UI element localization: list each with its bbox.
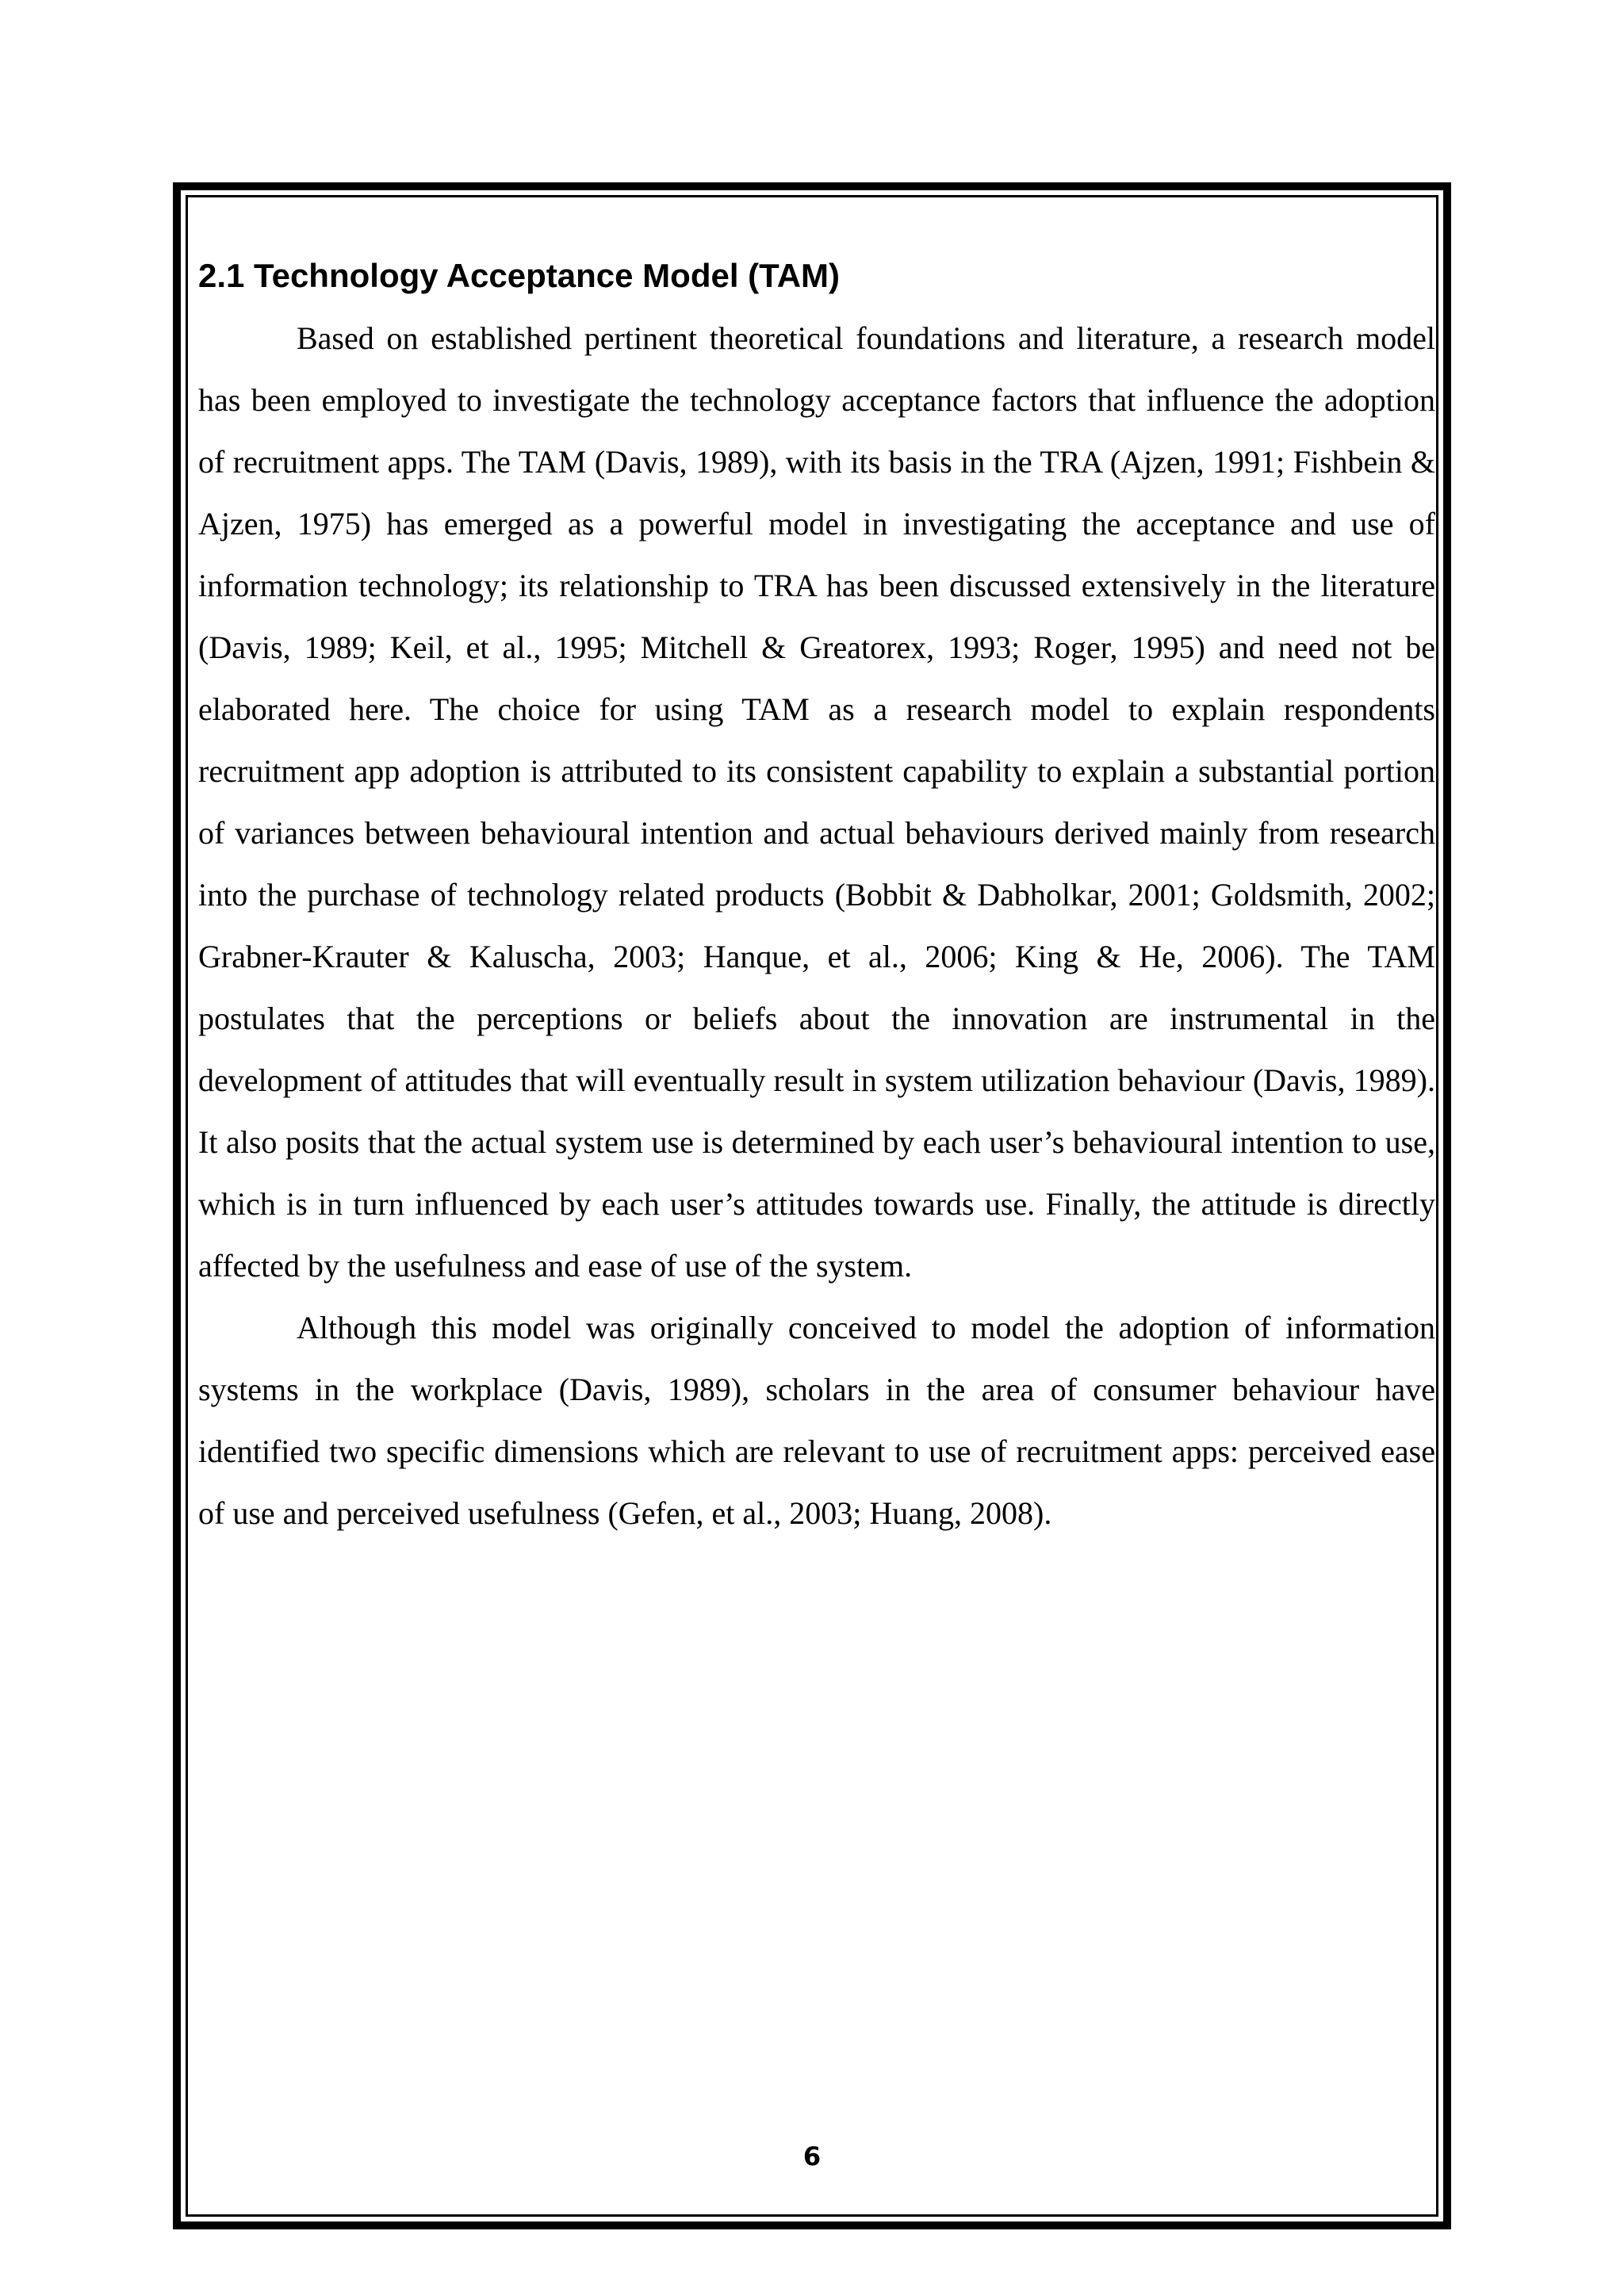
section-heading: 2.1 Technology Acceptance Model (TAM) — [198, 257, 840, 294]
document-body — [198, 252, 1435, 1544]
page-number: 6 — [802, 2141, 822, 2172]
paragraph-1: Based on established pertinent theoretical foundations and literature, a research model has been employed to investigate the technology acceptance factors that influence the adoption of recruitment apps. The TAM (Davis, 1989), with its basis in the TRA (Ajzen, 1991; Fishbein & Ajzen, 1975) has emerged as a powerful model in investigating the acceptance and use of information technology; its relationship to TRA has been discussed extensively in the literature (Davis, 1989; Keil, et al., 1995; Mitchell & Greatorex, 1993; Roger, 1995) and need not be elaborated here. The choice for using TAM as a research model to explain respondents recruitment app adoption is attributed to its consistent capability to explain a substantial portion of variances between behavioural intention and actual behaviours derived mainly from research into the purchase of technology related products (Bobbit & Dabholkar, 2001; Goldsmith, 2002; Grabner-Krauter & Kaluscha, 2003; Hanque, et al., 2006; King & He, 2006). The TAM postulates that the perceptions or beliefs about the innovation are instrumental in the development of attitudes that will eventually result in system utilization behaviour (Davis, 1989). It also posits that the actual system use is determined by each user’s behavioural intention to use, which is in turn influenced by each user’s attitudes towards use. Finally, the attitude is directly affected by the usefulness and ease of use of the system. — [198, 320, 1435, 1284]
paragraph-2: Although this model was originally conceived to model the adoption of information systems in the workplace (Davis, 1989), scholars in the area of consumer behaviour have identified two specific dimensions which are relevant to use of recruitment apps: perceived ease of use and perceived usefulness (Gefen, et al., 2003; Huang, 2008). — [198, 1310, 1435, 1531]
